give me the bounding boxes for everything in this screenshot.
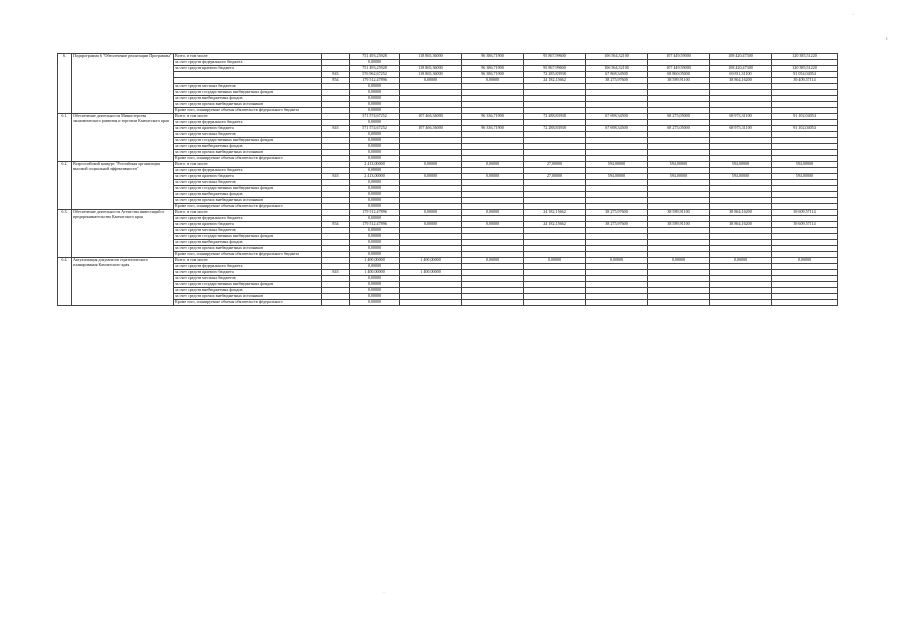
source-label: за счет средств внебюджетных фондов	[174, 144, 322, 150]
year-value: 594,00000	[648, 174, 710, 180]
year-value: 0,00000	[710, 258, 772, 264]
year-value: 95 867,99600	[524, 54, 586, 60]
year-value: 594,00000	[710, 174, 772, 180]
year-value: 0,00000	[400, 174, 462, 180]
total-value: 0,00000	[350, 300, 400, 306]
total-value: 1 400,00000	[350, 270, 400, 276]
total-value: 0,00000	[350, 288, 400, 294]
source-label: за счет средств краевого бюджета	[174, 126, 322, 132]
year-value: 38 589,91100	[648, 222, 710, 228]
year-value: 24 182,15662	[524, 222, 586, 228]
year-value: 0,00000	[462, 174, 524, 180]
year-value: 106 564,32100	[586, 66, 648, 72]
year-value: 67 698,34500	[586, 126, 648, 132]
year-value	[648, 300, 710, 306]
source-label: Всего, в том числе:	[174, 114, 322, 120]
source-label: за счет средств государственных внебюджетных фондов	[174, 234, 322, 240]
grbs-code: 843	[322, 126, 350, 132]
year-value: 107 466,36000	[400, 114, 462, 120]
year-value: 38 275,97600	[586, 210, 648, 216]
section-title: Подпрограмма 6 "Обеспечение реализации Программы"	[72, 54, 174, 114]
year-value: 594,00000	[586, 162, 648, 168]
year-value: 0,00000	[772, 258, 838, 264]
budget-table-page	[57, 53, 837, 306]
section-number: 6.	[58, 54, 72, 114]
source-label: за счет средств краевого бюджета	[174, 270, 322, 276]
year-value: 96 386,71900	[462, 66, 524, 72]
year-value: 69 811,31100	[710, 72, 772, 78]
year-value: 0,00000	[400, 78, 462, 84]
year-value: 120 385,51220	[772, 66, 838, 72]
grbs-code: 854	[322, 222, 350, 228]
total-value: 179 512,47896	[350, 210, 400, 216]
year-value: 0,00000	[462, 162, 524, 168]
page-mark-bottom: ·	[383, 590, 385, 596]
total-value: 0,00000	[350, 102, 400, 108]
source-label: за счет средств государственных внебюджетных фондов	[174, 186, 322, 192]
total-value: 0,00000	[350, 108, 400, 114]
section-title: Обеспечение деятельности Министерства экономического развития и торговли Камчатского края	[72, 114, 174, 162]
source-label: за счет средств краевого бюджета	[174, 222, 322, 228]
total-value: 0,00000	[350, 168, 400, 174]
year-value	[586, 300, 648, 306]
year-value: 0,00000	[648, 258, 710, 264]
year-value: 27,00000	[524, 162, 586, 168]
source-label: за счет средств краевого бюджета	[174, 66, 322, 72]
budget-table	[57, 53, 838, 306]
total-value: 571 574,67252	[350, 114, 400, 120]
year-value: 72 288,83938	[524, 126, 586, 132]
total-value: 1 400,00000	[350, 258, 400, 264]
source-label: Кроме того, планируемые объемы обязательств федерального	[174, 156, 322, 162]
table-row	[58, 300, 838, 306]
total-value: 0,00000	[350, 228, 400, 234]
year-value	[710, 300, 772, 306]
total-value: 0,00000	[350, 198, 400, 204]
year-value	[524, 300, 586, 306]
year-value: 39 409,57114	[772, 78, 838, 84]
section-title: Актуализация документов стратегического планирования Камчатского края	[72, 258, 174, 306]
year-value: 1 400,00000	[400, 258, 462, 264]
source-label: Всего, в том числе:	[174, 210, 322, 216]
year-value: 38 275,97600	[586, 78, 648, 84]
source-label: за счет средств местных бюджетов	[174, 132, 322, 138]
year-value: 95 867,99600	[524, 66, 586, 72]
year-value: 120 385,51220	[772, 54, 838, 60]
year-value: 68 973,31100	[710, 114, 772, 120]
year-value: 39 609,57114	[772, 210, 838, 216]
year-value: 107 449,59000	[648, 54, 710, 60]
source-label: за счет средств внебюджетных фондов	[174, 192, 322, 198]
section-number: 6.1.	[58, 114, 72, 162]
year-value: 0,00000	[462, 78, 524, 84]
total-value: 2 413,00000	[350, 174, 400, 180]
total-value: 0,00000	[350, 216, 400, 222]
year-value: 1 400,00000	[400, 270, 462, 276]
source-label: за счет средств местных бюджетов	[174, 180, 322, 186]
total-value: 0,00000	[350, 276, 400, 282]
year-value: 38 864,16200	[710, 210, 772, 216]
source-label: за счет средств краевого бюджета	[174, 174, 322, 180]
year-value: 0,00000	[524, 258, 586, 264]
year-value: 68 973,31100	[710, 126, 772, 132]
source-label: за счет средств федерального бюджета	[174, 120, 322, 126]
year-value: 594,00000	[648, 162, 710, 168]
source-label: Кроме того, планируемые объемы обязательств федерального	[174, 204, 322, 210]
total-value: 0,00000	[350, 294, 400, 300]
year-value: 68 275,05000	[648, 114, 710, 120]
section-title: Обеспечение деятельности Агентства инвестиций и предпринимательства Камчатского края	[72, 210, 174, 258]
year-value: 594,00000	[710, 162, 772, 168]
section-number: 6.4.	[58, 258, 72, 306]
year-value	[462, 300, 524, 306]
source-label: за счет средств федерального бюджета	[174, 264, 322, 270]
year-value: 594,00000	[586, 174, 648, 180]
year-value: 594,00000	[772, 174, 838, 180]
year-value: 39 609,57114	[772, 222, 838, 228]
grbs-code: 854	[322, 78, 350, 84]
source-label: за счет средств местных бюджетов	[174, 276, 322, 282]
total-value: 0,00000	[350, 192, 400, 198]
year-value: 38 589,91100	[648, 210, 710, 216]
year-value: 96 386,71900	[462, 72, 524, 78]
year-value: 91 102,04054	[772, 126, 838, 132]
source-label: Кроме того, планируемые объемы обязательств федерального бюджета	[174, 252, 322, 258]
year-value: 0,00000	[400, 222, 462, 228]
section-title: Всероссийский конкурс "Российская организация высокой социальной эффективности"	[72, 162, 174, 210]
year-value: 106 564,32100	[586, 54, 648, 60]
total-value: 0,00000	[350, 186, 400, 192]
year-value: 107 466,36000	[400, 126, 462, 132]
total-value: 0,00000	[350, 150, 400, 156]
source-label: за счет средств внебюджетных фондов	[174, 240, 322, 246]
total-value: 179 512,47896	[350, 78, 400, 84]
year-value: 67 868,34500	[586, 72, 648, 78]
total-value: 2 413,00000	[350, 162, 400, 168]
year-value: 38 275,97600	[586, 222, 648, 228]
source-label: за счет средств прочих внебюджетных источников	[174, 198, 322, 204]
grbs-code: 843	[322, 72, 350, 78]
total-value: 576 962,67252	[350, 72, 400, 78]
year-value: 96 386,71900	[462, 54, 524, 60]
year-value: 0,00000	[400, 162, 462, 168]
source-label: за счет средств местных бюджетов	[174, 228, 322, 234]
year-value: 118 865,36000	[400, 54, 462, 60]
total-value: 179 512,47896	[350, 222, 400, 228]
page-mark-top-right: ·	[852, 12, 854, 18]
section-number: 6.2.	[58, 162, 72, 210]
source-label: за счет средств прочих внебюджетных источников	[174, 102, 322, 108]
source-label: за счет средств внебюджетных фондов	[174, 96, 322, 102]
total-value: 0,00000	[350, 240, 400, 246]
year-value: 38 589,91100	[648, 78, 710, 84]
year-value	[400, 300, 462, 306]
source-label: за счет средств прочих внебюджетных источников	[174, 150, 322, 156]
total-value: 0,00000	[350, 132, 400, 138]
source-label: Всего, в том числе:	[174, 258, 322, 264]
source-label: за счет средств государственных внебюджетных фондов	[174, 138, 322, 144]
year-value: 72 285,83938	[524, 72, 586, 78]
total-value: 0,00000	[350, 282, 400, 288]
year-value: 118 865,36000	[400, 72, 462, 78]
page-mark-right: ı	[886, 36, 888, 42]
grbs-code: 843	[322, 174, 350, 180]
grbs-code: 843	[322, 270, 350, 276]
year-value: 27,00000	[524, 174, 586, 180]
year-value	[772, 300, 838, 306]
total-value: 751 493,25928	[350, 66, 400, 72]
year-value: 91 054,04054	[772, 72, 838, 78]
source-label: за счет средств федерального бюджета	[174, 216, 322, 222]
source-label: за счет средств прочих внебюджетных источников	[174, 294, 322, 300]
total-value: 0,00000	[350, 156, 400, 162]
year-value: 38 864,16200	[710, 222, 772, 228]
source-label: Всего, в том числе:	[174, 162, 322, 168]
total-value: 0,00000	[350, 84, 400, 90]
section-number: 6.3.	[58, 210, 72, 258]
year-value: 68 860,05000	[648, 72, 710, 78]
total-value: 0,00000	[350, 234, 400, 240]
year-value: 38 864,16200	[710, 78, 772, 84]
source-label: Всего, в том числе:	[174, 54, 322, 60]
total-value: 0,00000	[350, 120, 400, 126]
year-value: 0,00000	[400, 210, 462, 216]
total-value: 0,00000	[350, 246, 400, 252]
year-value: 108 420,47300	[710, 66, 772, 72]
year-value: 118 865,36000	[400, 66, 462, 72]
source-label: за счет средств государственных внебюджетных фондов	[174, 282, 322, 288]
total-value: 571 574,67252	[350, 126, 400, 132]
total-value: 0,00000	[350, 138, 400, 144]
total-value: 0,00000	[350, 204, 400, 210]
total-value: 0,00000	[350, 180, 400, 186]
year-value: 72 288,83938	[524, 114, 586, 120]
year-value: 24 182,15662	[524, 210, 586, 216]
total-value: 0,00000	[350, 252, 400, 258]
year-value: 0,00000	[586, 258, 648, 264]
year-value: 24 182,15662	[524, 78, 586, 84]
year-value: 68 275,05000	[648, 126, 710, 132]
source-label: за счет средств федерального бюджета	[174, 60, 322, 66]
source-label: за счет средств федерального бюджета	[174, 168, 322, 174]
year-value: 96 336,71900	[462, 126, 524, 132]
source-label: за счет средств внебюджетных фондов	[174, 288, 322, 294]
source-label: Кроме того, планируемые объемы обязательств федерального бюджета	[174, 108, 322, 114]
year-value: 108 420,47300	[710, 54, 772, 60]
source-label: Кроме того, планируемые объемы обязательств федерального	[174, 300, 322, 306]
total-value: 0,00000	[350, 96, 400, 102]
source-label: за счет средств прочих внебюджетных источников	[174, 246, 322, 252]
year-value: 67 698,34500	[586, 114, 648, 120]
year-value: 96 336,71900	[462, 114, 524, 120]
total-value: 0,00000	[350, 144, 400, 150]
total-value: 751 493,25928	[350, 54, 400, 60]
year-value: 0,00000	[462, 258, 524, 264]
year-value: 91 102,04054	[772, 114, 838, 120]
source-label: за счет средств государственных внебюджетных фондов	[174, 90, 322, 96]
total-value: 0,00000	[350, 90, 400, 96]
total-value: 0,00000	[350, 60, 400, 66]
year-value: 107 449,59000	[648, 66, 710, 72]
grbs-code	[322, 300, 350, 306]
year-value: 0,00000	[462, 210, 524, 216]
year-value: 0,00000	[462, 222, 524, 228]
source-label: за счет средств местных бюджетов	[174, 84, 322, 90]
year-value: 594,00000	[772, 162, 838, 168]
total-value: 0,00000	[350, 264, 400, 270]
